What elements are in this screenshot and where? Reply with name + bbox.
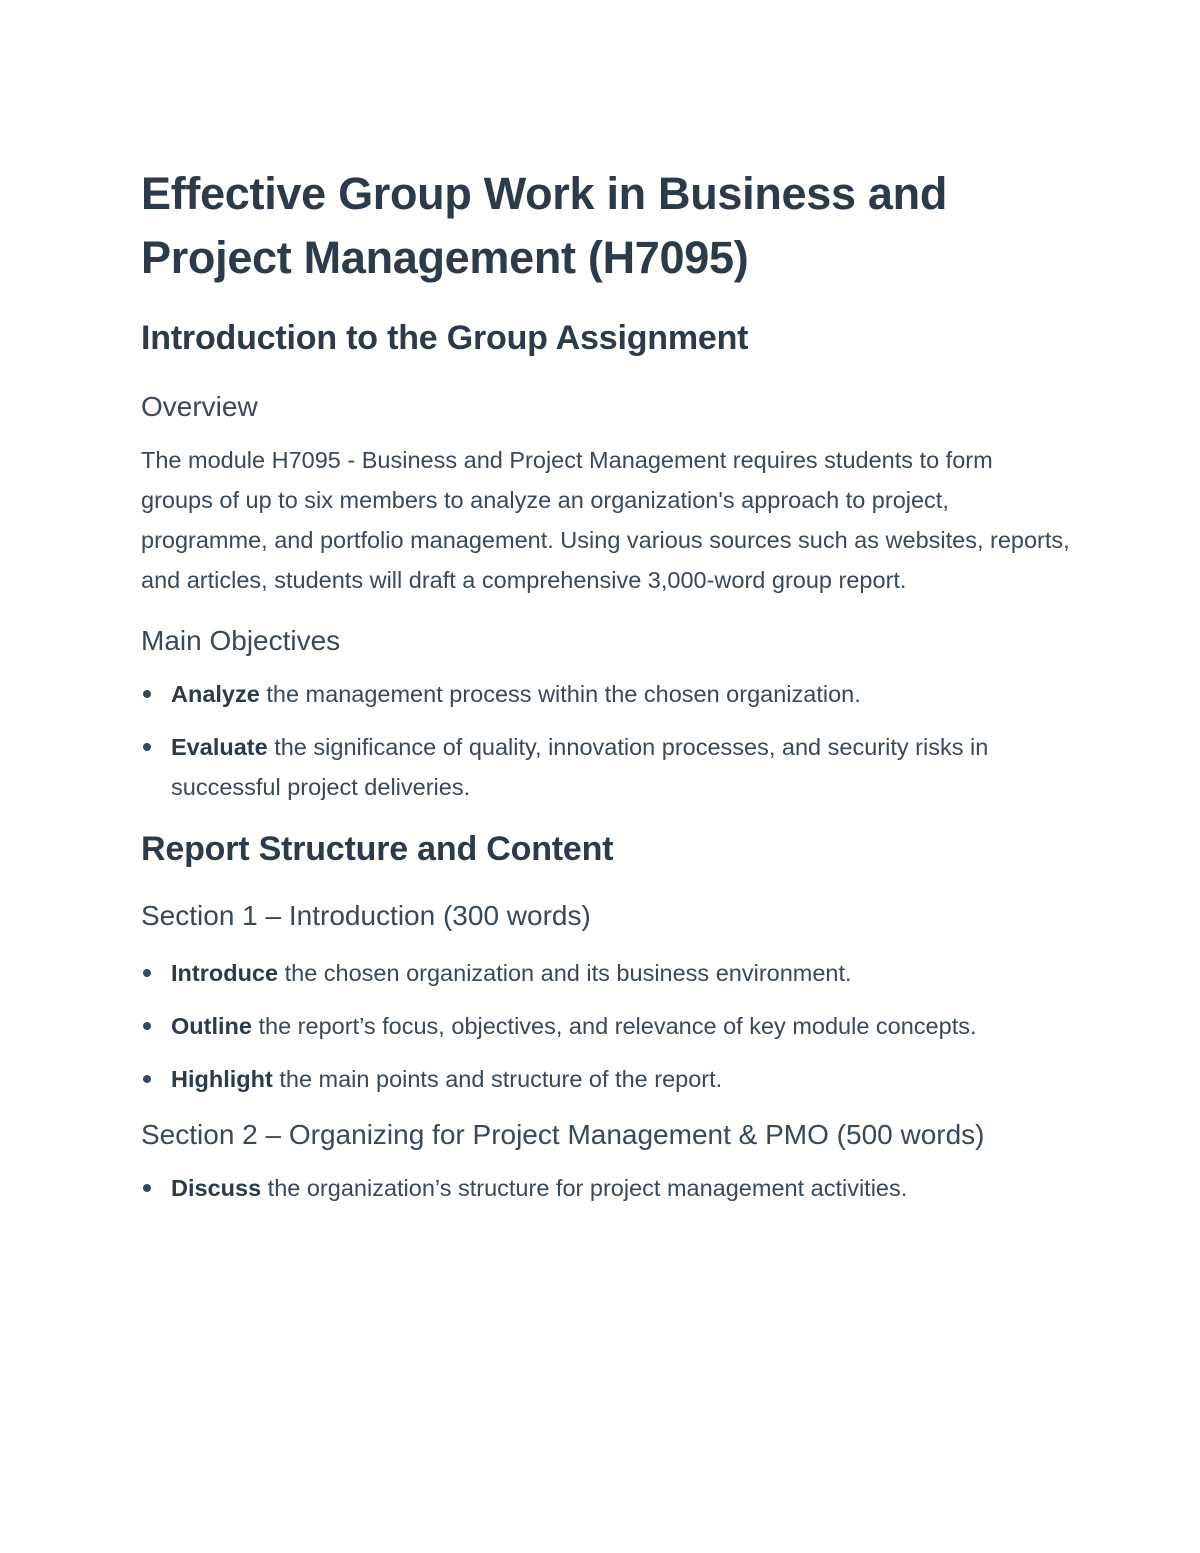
- list-item: [141, 1168, 1071, 1208]
- list-item-text: the report’s focus, objectives, and relevance of key module concepts.: [251, 1013, 977, 1039]
- report-structure-heading: Report Structure and Content: [141, 830, 614, 868]
- section1-heading: Section 1 – Introduction (300 words): [141, 900, 591, 931]
- list-item: [141, 727, 1071, 807]
- list-item: [141, 674, 1071, 714]
- document-page: [141, 162, 1071, 1208]
- bullet-icon: [143, 1075, 151, 1083]
- list-item-text: the management process within the chosen organization.: [259, 681, 861, 707]
- section2-list: [141, 1168, 1071, 1208]
- list-item-text: the chosen organization and its business environment.: [278, 960, 852, 986]
- list-item-keyword: Outline: [171, 1013, 252, 1039]
- list-item-keyword: Discuss: [171, 1175, 262, 1201]
- list-item-text: the main points and structure of the report.: [272, 1066, 723, 1092]
- bullet-icon: [143, 743, 151, 751]
- list-item-keyword: Evaluate: [171, 734, 268, 760]
- list-item: [141, 1006, 1071, 1046]
- list-item-keyword: Highlight: [171, 1066, 273, 1092]
- objectives-list: [141, 674, 1071, 807]
- list-item-text: the significance of quality, innovation processes, and security risks in successful project deliveries.: [171, 734, 989, 800]
- objectives-heading: Main Objectives: [141, 625, 341, 656]
- list-item: [141, 1059, 1071, 1099]
- bullet-icon: [143, 690, 151, 698]
- list-item: [141, 953, 1071, 993]
- list-item-text: the organization’s structure for project management activities.: [261, 1175, 908, 1201]
- intro-heading: Introduction to the Group Assignment: [141, 319, 749, 357]
- list-item-keyword: Analyze: [171, 681, 260, 707]
- document-title: Effective Group Work in Business and Project Management (H7095): [141, 168, 948, 283]
- list-item-keyword: Introduce: [171, 960, 279, 986]
- bullet-icon: [143, 969, 151, 977]
- bullet-icon: [143, 1022, 151, 1030]
- bullet-icon: [143, 1184, 151, 1192]
- section2-heading: Section 2 – Organizing for Project Management & PMO (500 words): [141, 1119, 985, 1150]
- overview-heading: Overview: [141, 391, 258, 422]
- overview-paragraph: The module H7095 - Business and Project Management requires students to form groups of up to six members to analyze an organization's approach to project, programme, and portfolio management. Using various sources such as websites, reports, and articles, students will draft a comprehensive 3,000-word group report.: [141, 447, 1070, 593]
- section1-list: [141, 953, 1071, 1099]
